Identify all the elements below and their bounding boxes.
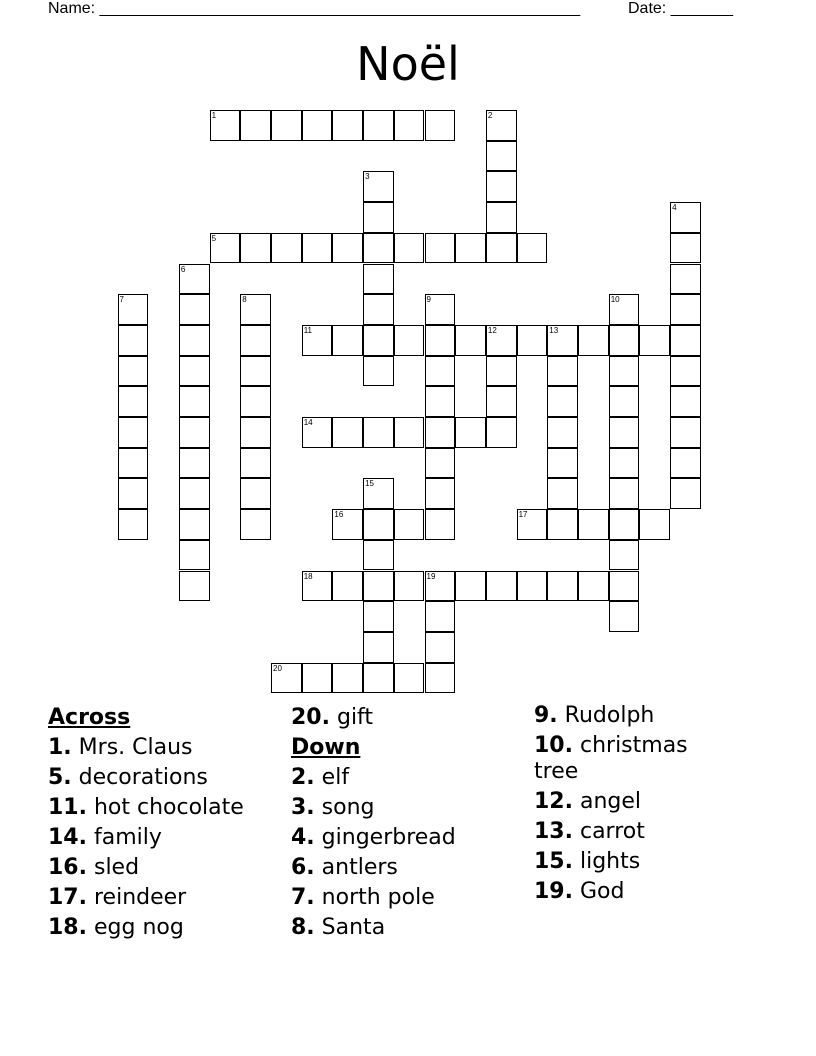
- grid-cell[interactable]: [394, 417, 425, 448]
- grid-cell[interactable]: [240, 294, 271, 325]
- clue-number: 9: [426, 295, 431, 305]
- grid-cell[interactable]: [118, 325, 149, 356]
- grid-cell[interactable]: [486, 171, 517, 202]
- clue-item-number: 12.: [534, 789, 573, 814]
- grid-cell[interactable]: [179, 478, 210, 509]
- grid-cell[interactable]: [240, 448, 271, 479]
- grid-cell[interactable]: [271, 110, 302, 141]
- clue-number: 4: [672, 203, 677, 213]
- down-heading: Down: [291, 735, 361, 760]
- puzzle-title: Noël: [356, 37, 460, 91]
- grid-cell[interactable]: [118, 417, 149, 448]
- clue-item: [291, 853, 531, 883]
- grid-cell[interactable]: [609, 478, 640, 509]
- grid-cell[interactable]: [609, 448, 640, 479]
- clue-item-text: hot chocolate: [93, 795, 244, 820]
- clue-item: [48, 823, 288, 853]
- grid-cell[interactable]: [547, 325, 578, 356]
- clue-item-text: gift: [336, 705, 374, 730]
- grid-cell[interactable]: [455, 571, 486, 602]
- grid-cell[interactable]: [363, 294, 394, 325]
- clue-item: [534, 879, 734, 905]
- clue-number: 17: [518, 510, 528, 520]
- clue-number: 6: [180, 264, 186, 274]
- clue-item-text: gingerbread: [321, 825, 456, 850]
- grid-cell[interactable]: [302, 663, 333, 694]
- clue-item-number: 15.: [534, 849, 573, 874]
- grid-cell[interactable]: [179, 417, 210, 448]
- grid-cell[interactable]: [425, 571, 456, 602]
- grid-cell[interactable]: [547, 356, 578, 387]
- grid-cell[interactable]: [240, 233, 271, 264]
- grid-cell[interactable]: [179, 356, 210, 387]
- grid-cell[interactable]: [578, 325, 609, 356]
- grid-cell[interactable]: [609, 540, 640, 571]
- grid-cell[interactable]: [547, 417, 578, 448]
- grid-cell[interactable]: [670, 202, 701, 233]
- grid-cell[interactable]: [670, 417, 701, 448]
- grid-cell[interactable]: [578, 571, 609, 602]
- grid-cell[interactable]: [455, 233, 486, 264]
- clue-number: 7: [119, 295, 124, 305]
- clue-item-text: decorations: [78, 765, 208, 790]
- grid-cell[interactable]: [118, 509, 149, 540]
- clue-item-text: sled: [93, 855, 140, 880]
- clue-item-text: antlers: [321, 855, 398, 880]
- grid-cell[interactable]: [302, 325, 333, 356]
- grid-cell[interactable]: [609, 325, 640, 356]
- grid-cell[interactable]: [486, 417, 517, 448]
- grid-cell[interactable]: [609, 294, 640, 325]
- grid-cell[interactable]: [425, 663, 456, 694]
- clue-item: [291, 883, 531, 913]
- grid-cell[interactable]: [332, 233, 363, 264]
- grid-cell[interactable]: [302, 417, 333, 448]
- grid-cell[interactable]: [609, 601, 640, 632]
- clue-item: [534, 819, 734, 845]
- grid-cell[interactable]: [332, 571, 363, 602]
- grid-cell[interactable]: [179, 386, 210, 417]
- grid-cell[interactable]: [240, 356, 271, 387]
- grid-cell[interactable]: [332, 417, 363, 448]
- clue-item-number: 6.: [291, 855, 315, 880]
- grid-cell[interactable]: [670, 294, 701, 325]
- grid-cell[interactable]: [179, 294, 210, 325]
- clue-item-text: Mrs. Claus: [78, 735, 193, 760]
- clue-item-text: carrot: [579, 819, 645, 844]
- grid-cell[interactable]: [670, 356, 701, 387]
- clue-item-number: 14.: [48, 825, 87, 850]
- grid-cell[interactable]: [670, 325, 701, 356]
- clue-item-number: 1.: [48, 735, 72, 760]
- clue-number: 20: [273, 663, 282, 673]
- clue-item: [48, 793, 288, 823]
- clue-item: [291, 793, 531, 823]
- grid-cell[interactable]: [240, 478, 271, 509]
- grid-cell[interactable]: [363, 478, 394, 509]
- clue-item-number: 18.: [48, 915, 87, 940]
- name-field[interactable]: Name: ______________________________________________________: [48, 0, 581, 17]
- clues-column-3: [534, 703, 734, 909]
- grid-cell[interactable]: [609, 417, 640, 448]
- grid-cell[interactable]: [394, 325, 425, 356]
- grid-cell[interactable]: [363, 202, 394, 233]
- grid-cell[interactable]: [547, 448, 578, 479]
- clue-item: [534, 733, 734, 785]
- grid-cell[interactable]: [425, 386, 456, 417]
- grid-cell[interactable]: [363, 110, 394, 141]
- grid-cell[interactable]: [486, 571, 517, 602]
- clue-item-number: 8.: [291, 915, 315, 940]
- grid-cell[interactable]: [332, 325, 363, 356]
- grid-cell[interactable]: [363, 601, 394, 632]
- clue-item: [534, 703, 734, 729]
- grid-cell[interactable]: [118, 386, 149, 417]
- grid-cell[interactable]: [302, 110, 333, 141]
- down-clue-list-continued: [534, 703, 734, 905]
- clue-item-text: angel: [579, 789, 642, 814]
- clue-item-number: 4.: [291, 825, 315, 850]
- down-clue-list: [291, 763, 531, 943]
- grid-cell[interactable]: [517, 325, 548, 356]
- grid-cell[interactable]: [118, 478, 149, 509]
- clue-item-number: 16.: [48, 855, 87, 880]
- across-heading: Across: [48, 705, 131, 730]
- grid-cell[interactable]: [455, 325, 486, 356]
- clue-item: [48, 913, 288, 943]
- date-field[interactable]: Date: _______: [628, 0, 733, 17]
- grid-cell[interactable]: [517, 509, 548, 540]
- grid-cell[interactable]: [486, 325, 517, 356]
- grid-cell[interactable]: [363, 417, 394, 448]
- clue-item: [48, 883, 288, 913]
- grid-cell[interactable]: [332, 110, 363, 141]
- clue-number: 11: [303, 325, 312, 335]
- clue-number: 2: [487, 111, 493, 120]
- grid-cell[interactable]: [425, 110, 456, 141]
- clue-item-number: 7.: [291, 885, 315, 910]
- clue-item-text: christmas tree: [534, 733, 688, 784]
- grid-cell[interactable]: [240, 110, 271, 141]
- grid-cell[interactable]: [179, 325, 210, 356]
- clue-item: [48, 763, 288, 793]
- clue-number: 14: [303, 418, 313, 427]
- grid-cell[interactable]: [547, 386, 578, 417]
- grid-cell[interactable]: [394, 110, 425, 141]
- across-clue-list: [48, 733, 288, 943]
- clue-number: 16: [334, 510, 344, 520]
- clues-column-1: [48, 703, 288, 943]
- grid-cell[interactable]: [240, 509, 271, 540]
- grid-cell[interactable]: [179, 448, 210, 479]
- clue-number: 3: [365, 172, 370, 182]
- grid-cell[interactable]: [639, 509, 670, 540]
- grid-cell[interactable]: [394, 233, 425, 264]
- clue-item-text: elf: [321, 765, 350, 790]
- grid-cell[interactable]: [271, 233, 302, 264]
- grid-cell[interactable]: [517, 233, 548, 264]
- clue-item-number: 3.: [291, 795, 315, 820]
- grid-cell[interactable]: [670, 448, 701, 479]
- grid-cell[interactable]: [455, 417, 486, 448]
- grid-cell[interactable]: [271, 663, 302, 694]
- grid-cell[interactable]: [425, 601, 456, 632]
- grid-cell[interactable]: [332, 509, 363, 540]
- grid-cell[interactable]: [639, 325, 670, 356]
- grid-cell[interactable]: [363, 663, 394, 694]
- grid-cell[interactable]: [118, 448, 149, 479]
- clue-item-number: 20.: [291, 705, 330, 730]
- grid-cell[interactable]: [179, 540, 210, 571]
- grid-cell[interactable]: [363, 540, 394, 571]
- grid-cell[interactable]: [363, 233, 394, 264]
- grid-cell[interactable]: [363, 171, 394, 202]
- clue-item-number: 19.: [534, 879, 573, 904]
- grid-cell[interactable]: [210, 110, 241, 141]
- grid-cell[interactable]: [425, 448, 456, 479]
- grid-cell[interactable]: [486, 356, 517, 387]
- grid-cell[interactable]: [609, 509, 640, 540]
- grid-cell[interactable]: [210, 233, 241, 264]
- clue-item-number: 2.: [291, 765, 315, 790]
- clue-item: [534, 849, 734, 875]
- grid-cell[interactable]: [486, 141, 517, 172]
- grid-cell[interactable]: [670, 264, 701, 295]
- across-clue-list-continued: [291, 703, 531, 733]
- grid-cell[interactable]: [363, 632, 394, 663]
- clue-number: 19: [426, 571, 436, 581]
- grid-cell[interactable]: [240, 325, 271, 356]
- grid-cell[interactable]: [609, 386, 640, 417]
- grid-cell[interactable]: [670, 233, 701, 264]
- clue-item-text: God: [579, 879, 625, 904]
- grid-cell[interactable]: [425, 509, 456, 540]
- grid-cell[interactable]: [517, 571, 548, 602]
- grid-cell[interactable]: [547, 478, 578, 509]
- grid-cell[interactable]: [609, 356, 640, 387]
- clue-item: [291, 913, 531, 943]
- grid-cell[interactable]: [486, 202, 517, 233]
- clue-item: [291, 823, 531, 853]
- clue-item: [48, 733, 288, 763]
- grid-cell[interactable]: [486, 233, 517, 264]
- grid-cell[interactable]: [670, 478, 701, 509]
- grid-cell[interactable]: [547, 509, 578, 540]
- grid-cell[interactable]: [486, 110, 517, 141]
- clue-number: 8: [242, 295, 247, 305]
- grid-cell[interactable]: [609, 571, 640, 602]
- grid-cell[interactable]: [670, 386, 701, 417]
- grid-cell[interactable]: [302, 233, 333, 264]
- clue-item-text: north pole: [321, 885, 435, 910]
- clue-number: 12: [487, 325, 497, 335]
- clue-item-number: 5.: [48, 765, 72, 790]
- clue-number: 15: [365, 479, 374, 489]
- clues-column-2: [291, 703, 531, 943]
- clue-item: [291, 703, 531, 733]
- grid-cell[interactable]: [486, 386, 517, 417]
- grid-cell[interactable]: [240, 386, 271, 417]
- grid-cell[interactable]: [302, 571, 333, 602]
- clue-item-text: egg nog: [93, 915, 184, 940]
- grid-cell[interactable]: [240, 417, 271, 448]
- clue-item-number: 9.: [534, 703, 558, 728]
- clue-number: 5: [211, 233, 217, 243]
- grid-cell[interactable]: [363, 571, 394, 602]
- clue-number: 13: [549, 325, 559, 335]
- grid-cell[interactable]: [547, 571, 578, 602]
- grid-cell[interactable]: [578, 509, 609, 540]
- grid-cell[interactable]: [363, 509, 394, 540]
- clue-item-text: song: [321, 795, 375, 820]
- grid-cell[interactable]: [179, 264, 210, 295]
- clue-item: [48, 853, 288, 883]
- grid-cell[interactable]: [425, 294, 456, 325]
- grid-cell[interactable]: [363, 325, 394, 356]
- grid-cell[interactable]: [425, 325, 456, 356]
- header: [48, 0, 748, 20]
- clue-item-number: 10.: [534, 733, 573, 758]
- clue-number: 10: [610, 295, 620, 305]
- grid-cell[interactable]: [425, 356, 456, 387]
- grid-cell[interactable]: [179, 509, 210, 540]
- clue-item: [534, 789, 734, 815]
- grid-cell[interactable]: [425, 417, 456, 448]
- grid-cell[interactable]: [394, 571, 425, 602]
- grid-cell[interactable]: [394, 509, 425, 540]
- clue-item: [291, 763, 531, 793]
- grid-cell[interactable]: [118, 356, 149, 387]
- grid-cell[interactable]: [425, 632, 456, 663]
- grid-cell[interactable]: [363, 264, 394, 295]
- clue-item-number: 17.: [48, 885, 87, 910]
- clue-number: 1: [211, 111, 217, 120]
- grid-cell[interactable]: [425, 478, 456, 509]
- grid-cell[interactable]: [179, 571, 210, 602]
- grid-cell[interactable]: [363, 356, 394, 387]
- clue-number: 18: [303, 571, 313, 581]
- clue-item-text: family: [93, 825, 162, 850]
- clue-item-number: 13.: [534, 819, 573, 844]
- clue-item-text: lights: [579, 849, 641, 874]
- grid-cell[interactable]: [118, 294, 149, 325]
- clue-item-number: 11.: [48, 795, 87, 820]
- grid-cell[interactable]: [425, 233, 456, 264]
- clue-item-text: Santa: [321, 915, 386, 940]
- clue-item-text: reindeer: [93, 885, 187, 910]
- grid-cell[interactable]: [332, 663, 363, 694]
- clue-item-text: Rudolph: [564, 703, 655, 728]
- grid-cell[interactable]: [394, 663, 425, 694]
